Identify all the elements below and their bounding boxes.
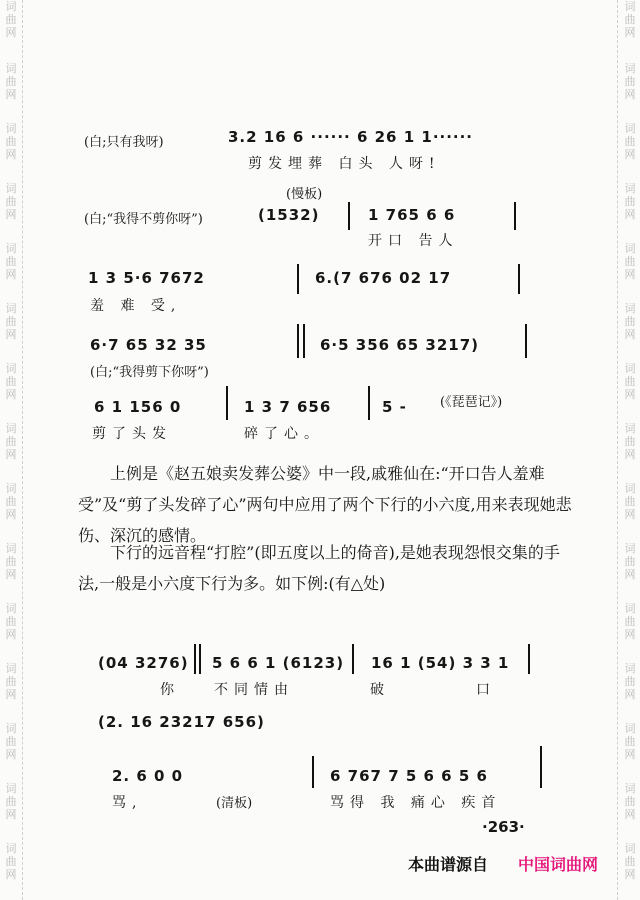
- bar-line: [368, 386, 370, 420]
- page-number: ·263·: [482, 818, 525, 836]
- watermark-text: 词 曲 网: [624, 422, 636, 461]
- bar-line: [348, 202, 350, 230]
- watermark-text: 词 曲 网: [624, 122, 636, 161]
- watermark-text: 词 曲 网: [5, 122, 17, 161]
- bar-line: [518, 264, 520, 294]
- watermark-text: 词 曲 网: [624, 482, 636, 521]
- watermark-text: 词 曲 网: [5, 482, 17, 521]
- lyric-line: 骂得 我 痛心 疾首: [330, 795, 502, 811]
- watermark-text: 词 曲 网: [624, 302, 636, 341]
- notation-line: 6·7 65 32 35: [90, 336, 207, 354]
- spoken-annotation: (白;只有我呀): [84, 135, 164, 150]
- watermark-text: 词 曲 网: [624, 182, 636, 221]
- notation-line: 6 1 156 0: [94, 398, 182, 416]
- bar-line: [514, 202, 516, 230]
- bar-line: [303, 324, 305, 358]
- source-citation: (《琵琶记》): [440, 395, 503, 410]
- notation-line: 1 3 5·6 7672: [88, 269, 205, 287]
- watermark-text: 词 曲 网: [5, 602, 17, 641]
- bar-line: [226, 386, 228, 420]
- watermark-text: 词 曲 网: [5, 662, 17, 701]
- notation-line: 5 -: [382, 398, 407, 416]
- watermark-text: 词 曲 网: [5, 242, 17, 281]
- bar-line: [352, 644, 354, 674]
- watermark-text: 词 曲 网: [624, 782, 636, 821]
- footer-source-label: 本曲谱源自: [408, 855, 489, 874]
- lyric-line: 不同情由: [214, 682, 294, 698]
- bar-line: [297, 264, 299, 294]
- notation-line: 6·5 356 65 3217): [320, 336, 480, 354]
- watermark-text: 词 曲 网: [624, 542, 636, 581]
- spoken-annotation: (白;“我得剪下你呀”): [90, 365, 209, 380]
- watermark-text: 词 曲 网: [624, 662, 636, 701]
- watermark-text: 词 曲 网: [624, 842, 636, 881]
- watermark-text: 词 曲 网: [5, 782, 17, 821]
- performance-direction: (清板): [216, 796, 253, 811]
- left-watermark-strip: [0, 0, 23, 900]
- notation-line: (2. 16 23217 656): [98, 713, 265, 731]
- lyric-line: 你: [160, 682, 180, 698]
- lyric-line: 剪发埋葬 白头 人呀!: [248, 156, 441, 172]
- watermark-text: 词 曲 网: [5, 722, 17, 761]
- notation-line: 3.2 16 6 ······ 6 26 1 1······: [228, 128, 474, 146]
- watermark-text: 词 曲 网: [624, 62, 636, 101]
- notation-line: (04 3276): [98, 654, 189, 672]
- watermark-text: 词 曲 网: [624, 242, 636, 281]
- watermark-text: 词 曲 网: [624, 722, 636, 761]
- right-watermark-strip: [617, 0, 640, 900]
- watermark-text: 词 曲 网: [5, 542, 17, 581]
- lyric-line: 口: [476, 682, 496, 698]
- watermark-text: 词 曲 网: [5, 0, 17, 39]
- bar-line: [199, 644, 201, 674]
- watermark-text: 词 曲 网: [624, 362, 636, 401]
- spoken-annotation: (白;“我得不剪你呀”): [84, 212, 203, 227]
- watermark-text: 词 曲 网: [5, 362, 17, 401]
- bar-line: [540, 746, 542, 788]
- watermark-text: 词 曲 网: [5, 62, 17, 101]
- notation-line: 5 6 6 1 (6123): [212, 654, 345, 672]
- notation-line: 6.(7 676 02 17: [315, 269, 452, 287]
- body-paragraph: 下行的远音程“打腔”(即五度以上的倚音),是她表现怨恨交集的手法,一般是小六度下行为多。如下例:(有△处): [78, 543, 560, 593]
- notation-line: 16 1 (54) 3 3 1: [371, 654, 510, 672]
- notation-line: 2. 6 0 0: [112, 767, 184, 785]
- watermark-text: 词 曲 网: [5, 182, 17, 221]
- watermark-text: 词 曲 网: [624, 602, 636, 641]
- notation-line: 1 3 7 656: [244, 398, 332, 416]
- watermark-text: 词 曲 网: [624, 0, 636, 39]
- bar-line: [194, 644, 196, 674]
- notation-line: 6 767 7 5 6 6 5 6: [330, 767, 488, 785]
- lyric-line: 羞 难 受,: [90, 298, 182, 314]
- lyric-line: 碎了心。: [244, 426, 324, 442]
- bar-line: [312, 756, 314, 788]
- lyric-line: 开口 告人: [368, 233, 459, 249]
- watermark-text: 词 曲 网: [5, 422, 17, 461]
- bar-line: [528, 644, 530, 674]
- watermark-text: 词 曲 网: [5, 302, 17, 341]
- notation-line: (1532): [258, 206, 320, 224]
- notation-line: 1 765 6 6: [368, 206, 456, 224]
- tempo-marking: (慢板): [286, 187, 323, 202]
- bar-line: [297, 324, 299, 358]
- lyric-line: 剪了头发: [92, 426, 172, 442]
- watermark-text: 词 曲 网: [5, 842, 17, 881]
- bar-line: [525, 324, 527, 358]
- body-paragraph: 上例是《赵五娘卖发葬公婆》中一段,戚雅仙在:“开口告人羞难受”及“剪了头发碎了心”两句中应用了两个下行的小六度,用来表现她悲伤、深沉的感情。: [78, 464, 572, 545]
- lyric-line: 破: [370, 682, 390, 698]
- footer-site-link[interactable]: 中国词曲网: [518, 855, 599, 874]
- lyric-line: 骂,: [112, 795, 143, 811]
